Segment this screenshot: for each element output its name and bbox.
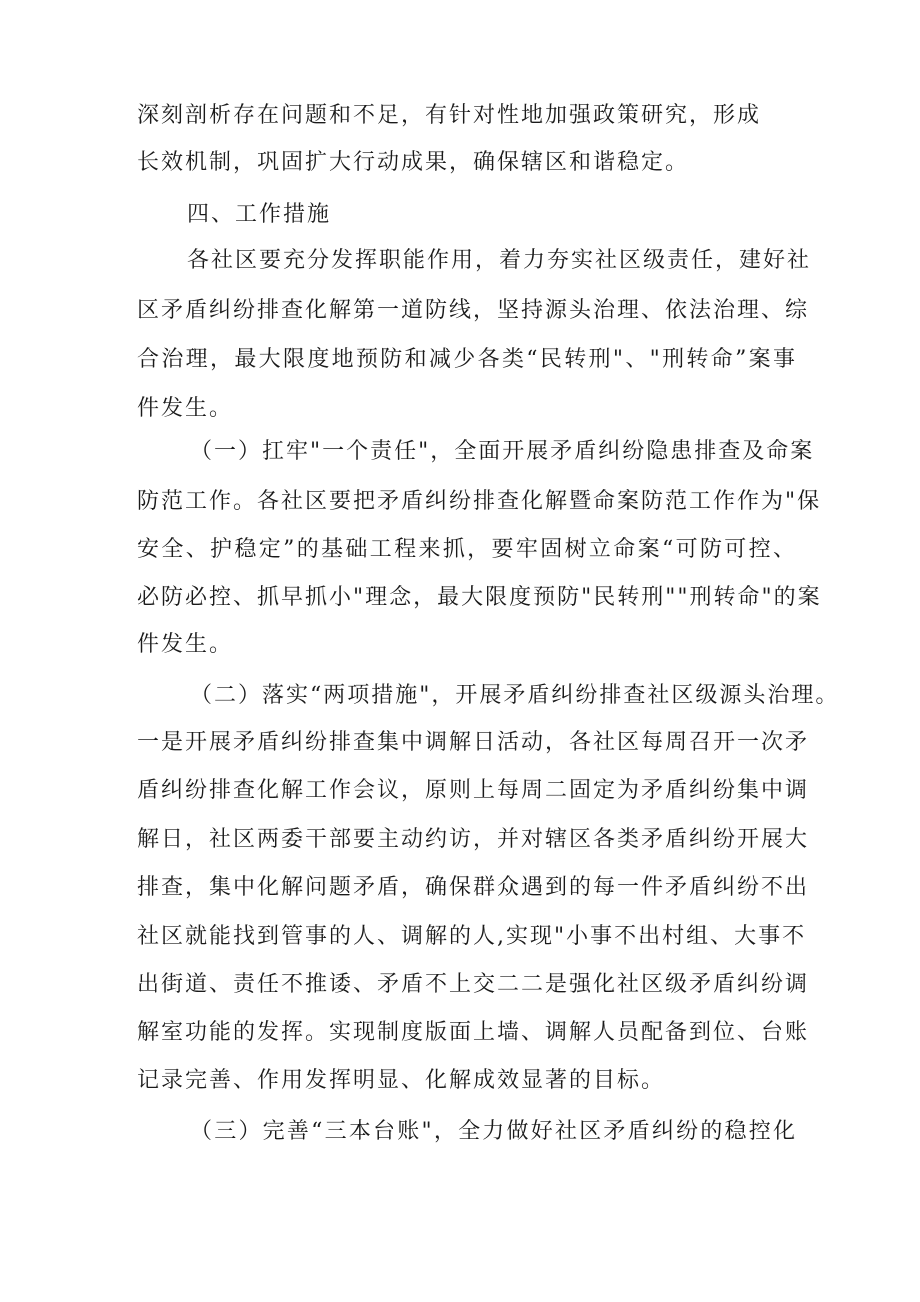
text-line: 安全、护稳定”的基础工程来抓，要牢固树立命案“可防可控、 [137, 537, 797, 562]
text-line: 件发生。 [137, 396, 234, 421]
text-line: 盾纠纷排查化解工作会议，原则上每周二固定为矛盾纠纷集中调 [137, 778, 810, 803]
text-line: 一是开展矛盾纠纷排查集中调解日活动，各社区每周召开一次矛 [137, 730, 810, 755]
text-line: （三）完善“三本台账"，全力做好社区矛盾纠纷的稳控化 [190, 1119, 797, 1144]
text-line: 合治理，最大限度地预防和减少各类“民转刑"、"刑转命”案事 [137, 347, 797, 372]
text-line: 出街道、责任不推诿、矛盾不上交二二是强化社区级矛盾纠纷调 [137, 972, 810, 997]
text-line: 必防必控、抓早抓小"理念，最大限度预防"民转刑""刑转命"的案 [137, 585, 822, 610]
text-line: 区矛盾纠纷排查化解第一道防线，坚持源头治理、依法治理、综 [137, 298, 810, 323]
section-heading: 四、工作措施 [187, 202, 332, 227]
text-line: 件发生。 [137, 632, 234, 657]
text-line: 排查，集中化解问题矛盾，确保群众遇到的每一件矛盾纠纷不出 [137, 875, 810, 900]
text-line: 各社区要充分发挥职能作用，着力夯实社区级责任，建好社 [187, 248, 812, 273]
text-line: 防范工作。各社区要把矛盾纠纷排查化解暨命案防范工作作为"保 [137, 489, 822, 514]
text-line: （一）扛牢"一个责任"，全面开展矛盾纠纷隐患排查及命案 [190, 439, 815, 464]
text-line: 深刻剖析存在问题和不足，有针对性地加强政策研究，形成 [137, 103, 762, 128]
text-line: 记录完善、作用发挥明显、化解成效显著的目标。 [137, 1068, 666, 1093]
text-line: 解日，社区两委干部要主动约访，并对辖区各类矛盾纠纷开展大 [137, 827, 810, 852]
text-line: （二）落实“两项措施"，开展矛盾纠纷排查社区级源头治理。 [190, 683, 840, 708]
text-line: 长效机制，巩固扩大行动成果，确保辖区和谐稳定。 [137, 150, 690, 175]
text-line: 社区就能找到管事的人、调解的人,实现"小事不出村组、大事不 [137, 924, 807, 949]
text-line: 解室功能的发挥。实现制度版面上墙、调解人员配备到位、台账 [137, 1020, 810, 1045]
